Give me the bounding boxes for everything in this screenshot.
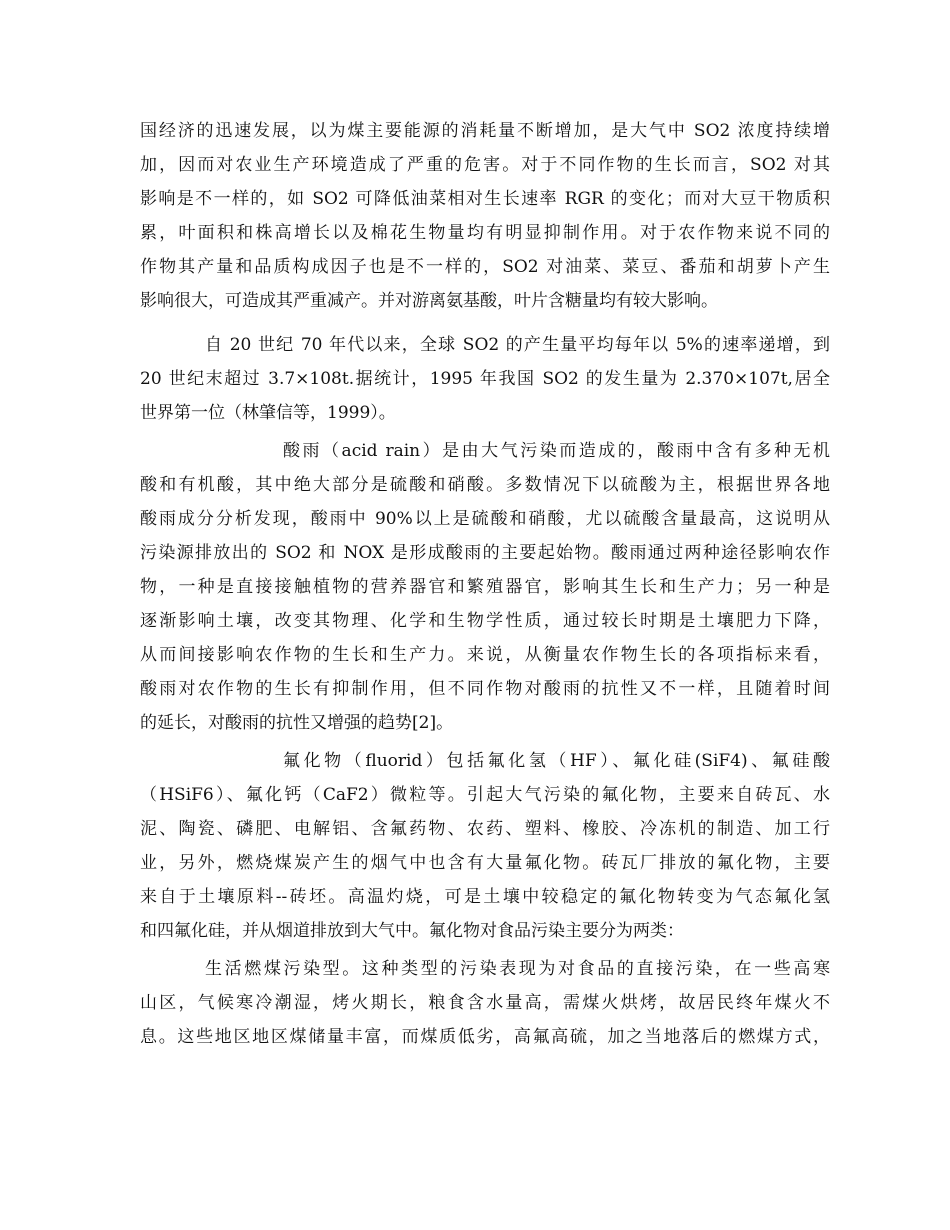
text-line: 酸和有机酸，其中绝大部分是硫酸和硝酸。多数情况下以硫酸为主，根据世界各地 — [140, 475, 830, 495]
text-line: 酸雨（acid rain）是由大气污染而造成的，酸雨中含有多种无机 — [283, 441, 830, 461]
text-line: 从而间接影响农作物的生长和生产力。来说，从衡量农作物生长的各项指标来看， — [140, 645, 830, 665]
text-line: 影响很大，可造成其严重减产。并对游离氨基酸，叶片含糖量均有较大影响。 — [140, 291, 718, 311]
text-line: 加，因而对农业生产环境造成了严重的危害。对于不同作物的生长而言，SO2 对其 — [140, 155, 830, 175]
text-line: 山区，气候寒冷潮湿，烤火期长，粮食含水量高，需煤火烘烤，故居民终年煤火不 — [140, 993, 830, 1013]
text-line: 累，叶面积和株高增长以及棉花生物量均有明显抑制作用。对于农作物来说不同的 — [140, 223, 830, 243]
text-line: 酸雨成分分析发现，酸雨中 90%以上是硫酸和硝酸，尤以硫酸含量最高，这说明从 — [140, 509, 830, 529]
text-line: 和四氟化硅，并从烟道排放到大气中。氟化物对食品污染主要分为两类： — [140, 921, 684, 941]
text-line: 自 20 世纪 70 年代以来，全球 SO2 的产生量平均每年以 5%的速率递增，到 — [205, 335, 830, 355]
text-line: 氟化物（fluorid）包括氟化氢（HF）、氟化硅(SiF4)、氟硅酸 — [283, 751, 830, 771]
text-line: 生活燃煤污染型。这种类型的污染表现为对食品的直接污染，在一些高寒 — [205, 959, 830, 979]
text-line: 泥、陶瓷、磷肥、电解铝、含氟药物、农药、塑料、橡胶、冷冻机的制造、加工行 — [140, 819, 830, 839]
text-line: 酸雨对农作物的生长有抑制作用，但不同作物对酸雨的抗性又不一样，且随着时间 — [140, 679, 830, 699]
text-line: 国经济的迅速发展，以为煤主要能源的消耗量不断增加，是大气中 SO2 浓度持续增 — [140, 121, 830, 141]
text-line: （HSiF6）、氟化钙（CaF2）微粒等。引起大气污染的氟化物，主要来自砖瓦、水 — [140, 785, 830, 805]
text-line: 作物其产量和品质构成因子也是不一样的，SO2 对油菜、菜豆、番茄和胡萝卜产生 — [140, 257, 830, 277]
text-line: 逐渐影响土壤，改变其物理、化学和生物学性质，通过较长时期是土壤肥力下降， — [140, 611, 830, 631]
text-line: 20 世纪末超过 3.7×108t.据统计，1995 年我国 SO2 的发生量为 2.370×107t,居全 — [140, 369, 830, 389]
text-line: 的延长，对酸雨的抗性又增强的趋势[2]。 — [140, 713, 454, 733]
text-line: 业，另外，燃烧煤炭产生的烟气中也含有大量氟化物。砖瓦厂排放的氟化物，主要 — [140, 853, 830, 873]
text-line: 物，一种是直接接触植物的营养器官和繁殖器官，影响其生长和生产力；另一种是 — [140, 577, 830, 597]
text-line: 来自于土壤原料--砖坯。高温灼烧，可是土壤中较稳定的氟化物转变为气态氟化氢 — [140, 887, 830, 907]
text-line: 污染源排放出的 SO2 和 NOX 是形成酸雨的主要起始物。酸雨通过两种途径影响农作 — [140, 543, 830, 563]
text-line: 世界第一位（林肇信等，1999）。 — [140, 403, 396, 423]
text-line: 息。这些地区地区煤储量丰富，而煤质低劣，高氟高硫，加之当地落后的燃煤方式， — [140, 1027, 830, 1047]
text-line: 影响是不一样的，如 SO2 可降低油菜相对生长速率 RGR 的变化；而对大豆干物质积 — [140, 189, 830, 209]
